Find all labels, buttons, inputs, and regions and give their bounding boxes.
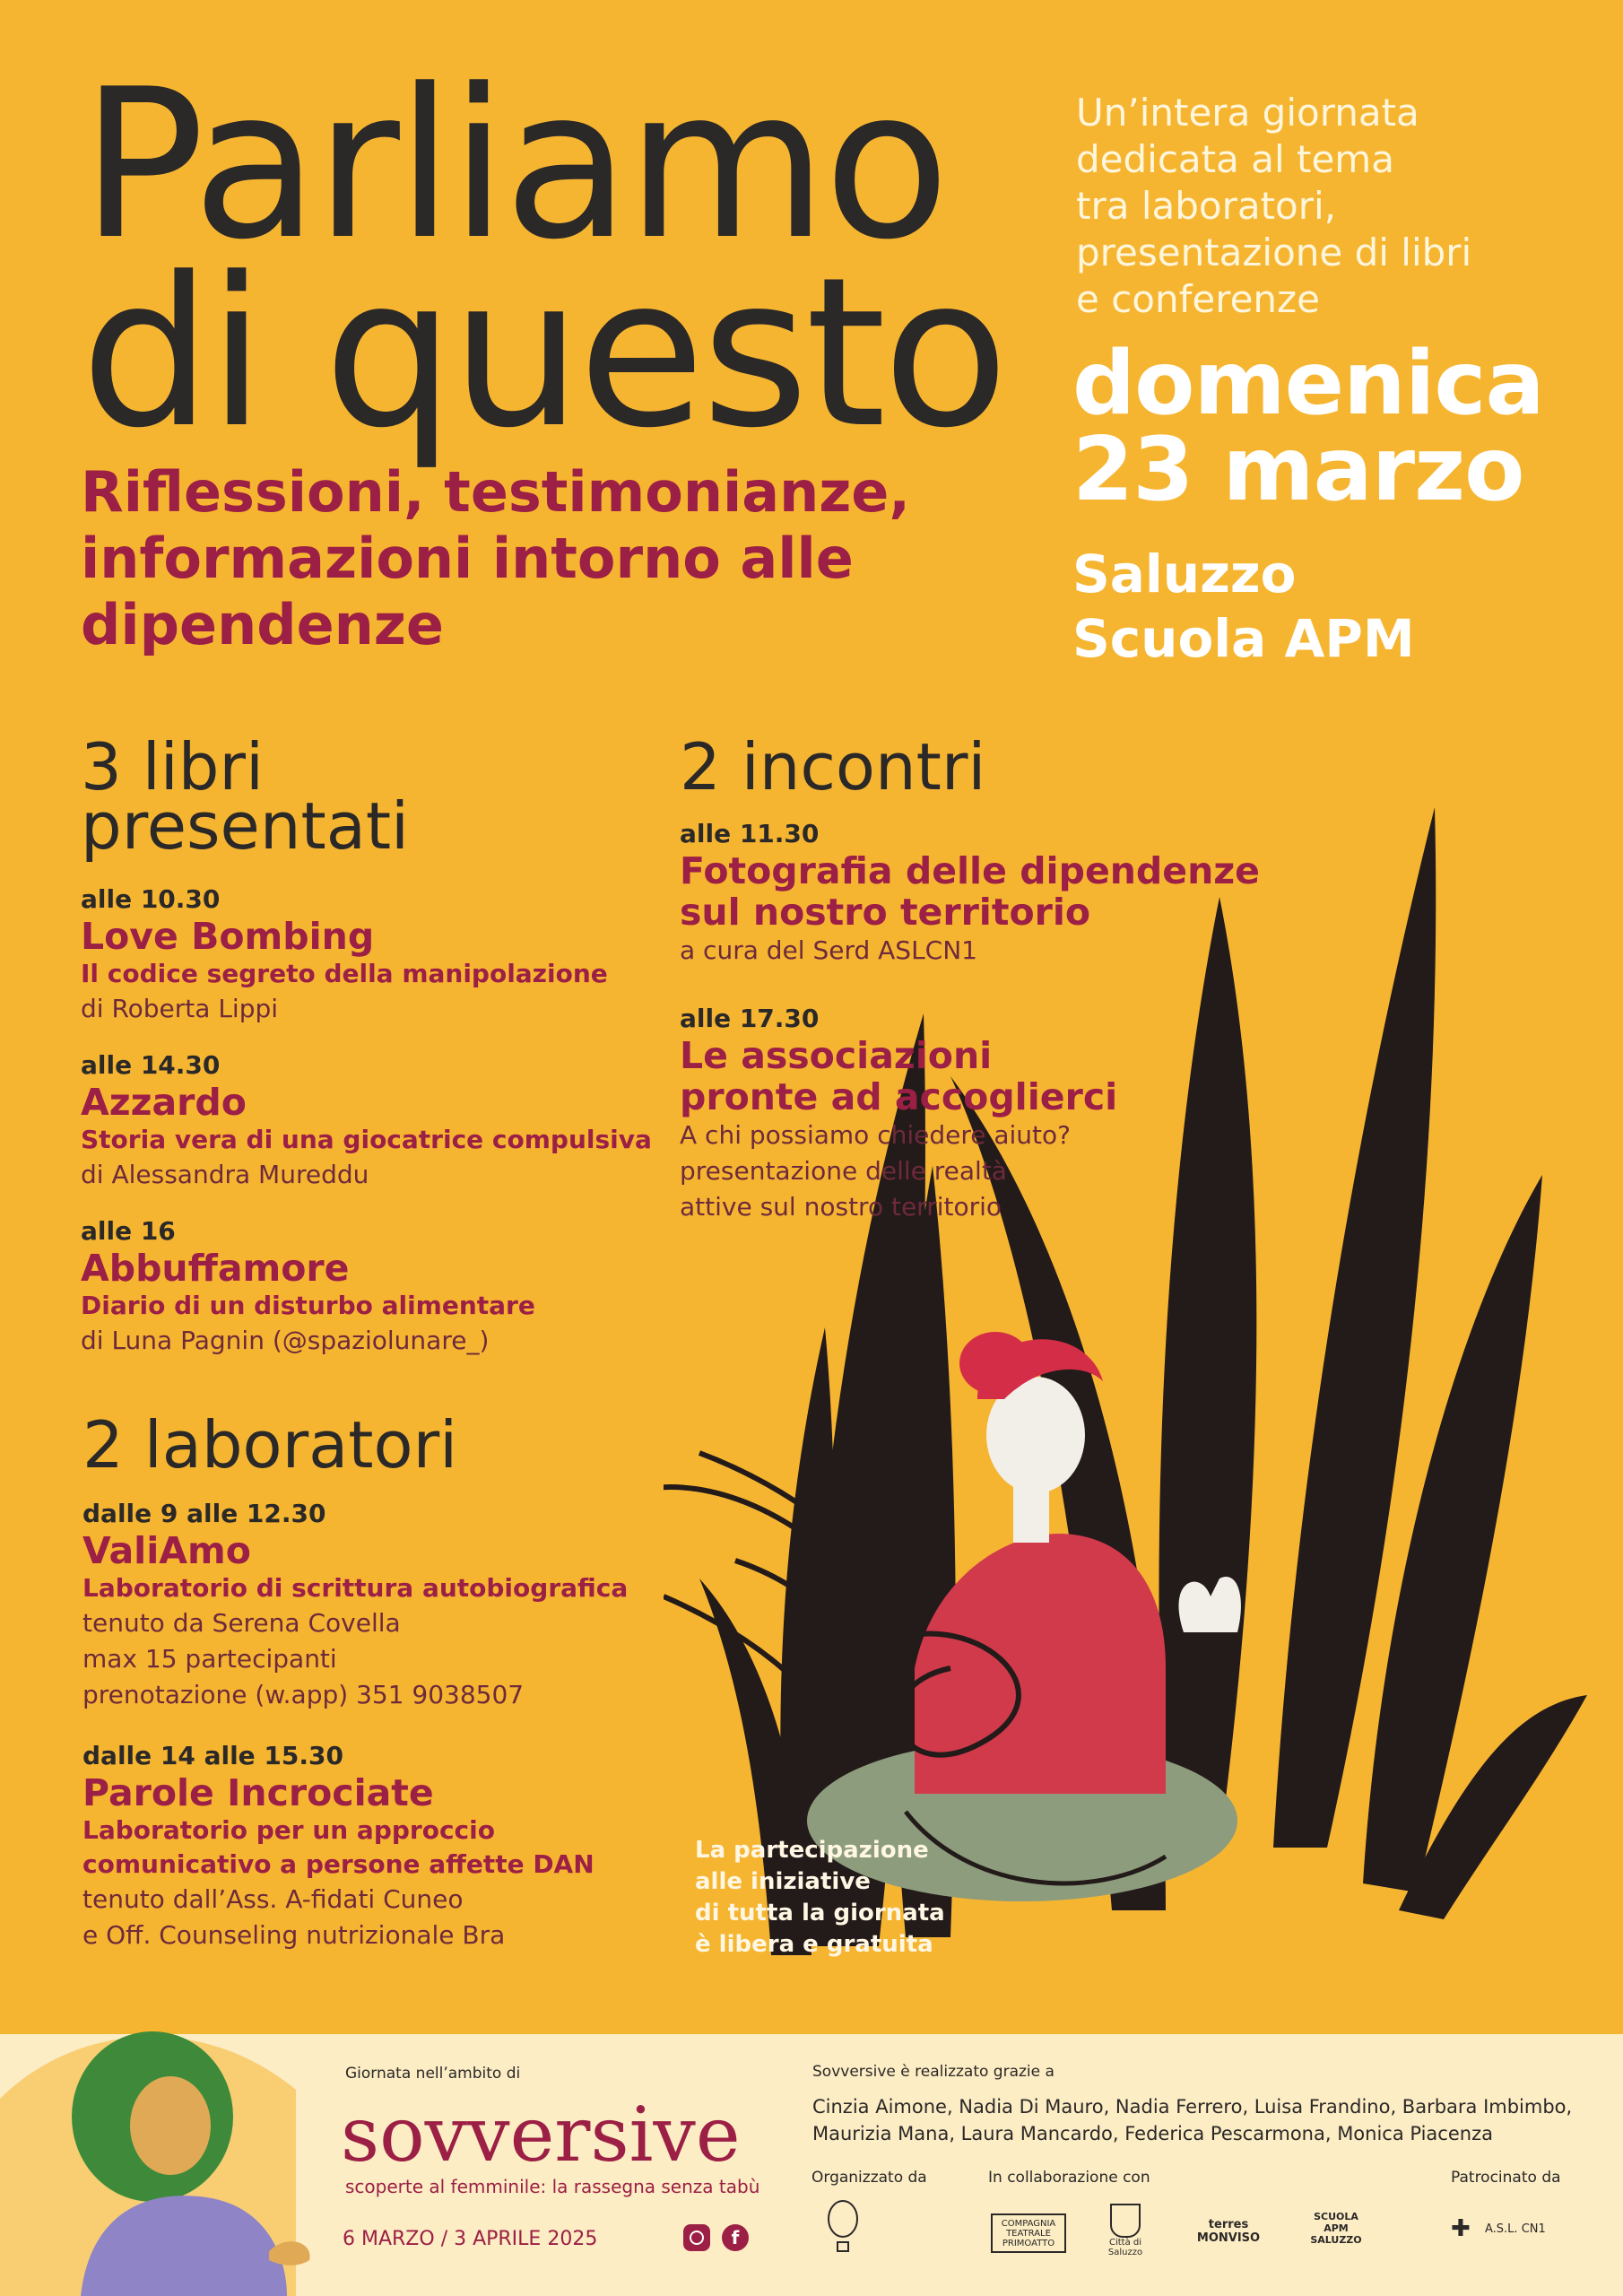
- event-place: Saluzzo Scuola APM: [1072, 544, 1415, 669]
- intro-text: Un’intera giornata dedicata al tema tra laboratori, presentazione di libri e conferenze: [1076, 91, 1472, 321]
- collab-label: In collaborazione con: [988, 2169, 1150, 2187]
- sovversive-brand: sovversive: [341, 2091, 741, 2179]
- free-entry-note: La partecipazione alle iniziative di tutta la giornata è libera e gratuita: [695, 1837, 945, 1958]
- book-item: alle 14.30 Azzardo Storia vera di una giocatrice compulsiva di Alessandra Mureddu: [81, 1050, 652, 1189]
- woman-among-leaves-illustration: [664, 789, 1596, 2009]
- citta-saluzzo-logo: Città di Saluzzo: [1098, 2201, 1152, 2260]
- patron-label: Patrocinato da: [1451, 2169, 1561, 2187]
- title-line-2: di questo: [81, 234, 1006, 474]
- asl-cross-icon: ✚: [1451, 2215, 1471, 2242]
- footer-illustration: [0, 1991, 323, 2296]
- subtitle: Riflessioni, testimonianze, informazioni intorno alle dipendenze: [81, 459, 910, 657]
- thanks-names: Cinzia Aimone, Nadia Di Mauro, Nadia Ferrero, Luisa Frandino, Barbara Imbimbo, Maurizia Mana, Laura Mancardo, Federica Pescarmona, Monica Piacenza: [812, 2096, 1573, 2144]
- organized-label: Organizzato da: [812, 2169, 927, 2187]
- terres-monviso-logo: terres MONVISO: [1196, 2218, 1261, 2245]
- book-item: alle 16 Abbuffamore Diario di un disturbo alimentare di Luna Pagnin (@spaziolunare_): [81, 1216, 535, 1355]
- title-line-1: Parliamo: [81, 46, 947, 285]
- scuola-apm-logo: SCUOLA APM SALUZZO: [1310, 2210, 1362, 2246]
- meetings-heading: 2 incontri: [680, 729, 986, 804]
- meeting-item: alle 11.30 Fotografia delle dipendenze sul nostro territorio a cura del Serd ASLCN1: [680, 819, 1260, 965]
- event-date: domenica 23 marzo: [1072, 333, 1544, 521]
- sovversive-tagline: scoperte al femminile: la rassegna senza tabù: [345, 2176, 760, 2197]
- meeting-item: alle 17.30 Le associazioni pronte ad accoglierci A chi possiamo chiedere aiuto? presentazione delle realtà attive sul nostro territorio: [680, 1004, 1118, 1222]
- thanks-label: Sovversive è realizzato grazie a: [812, 2063, 1055, 2081]
- balloon-logo: [825, 2199, 861, 2262]
- festival-dates: 6 MARZO / 3 APRILE 2025: [343, 2228, 598, 2250]
- page-title: [81, 46, 1006, 474]
- asl-logo-text: A.S.L. CN1: [1485, 2222, 1546, 2236]
- lab-item: dalle 14 alle 15.30 Parole Incrociate Laboratorio per un approccio comunicativo a persone affette DAN tenuto dall’Ass. A-fidati Cuneo e Off. Counseling nutrizionale Bra: [82, 1741, 595, 1950]
- compagnia-logo: COMPAGNIA TEATRALE PRIMOATTO: [991, 2213, 1066, 2253]
- lab-item: dalle 9 alle 12.30 ValiAmo Laboratorio di scrittura autobiografica tenuto da Serena Covella max 15 partecipanti prenotazione (w.app) 351 9038507: [82, 1499, 629, 1709]
- instagram-icon[interactable]: [683, 2224, 710, 2251]
- ambito-label: Giornata nell’ambito di: [345, 2065, 521, 2083]
- facebook-icon[interactable]: f: [722, 2224, 749, 2251]
- labs-heading: 2 laboratori: [82, 1407, 458, 1483]
- book-item: alle 10.30 Love Bombing Il codice segreto della manipolazione di Roberta Lippi: [81, 884, 608, 1023]
- books-heading: 3 libri presentati: [81, 729, 410, 864]
